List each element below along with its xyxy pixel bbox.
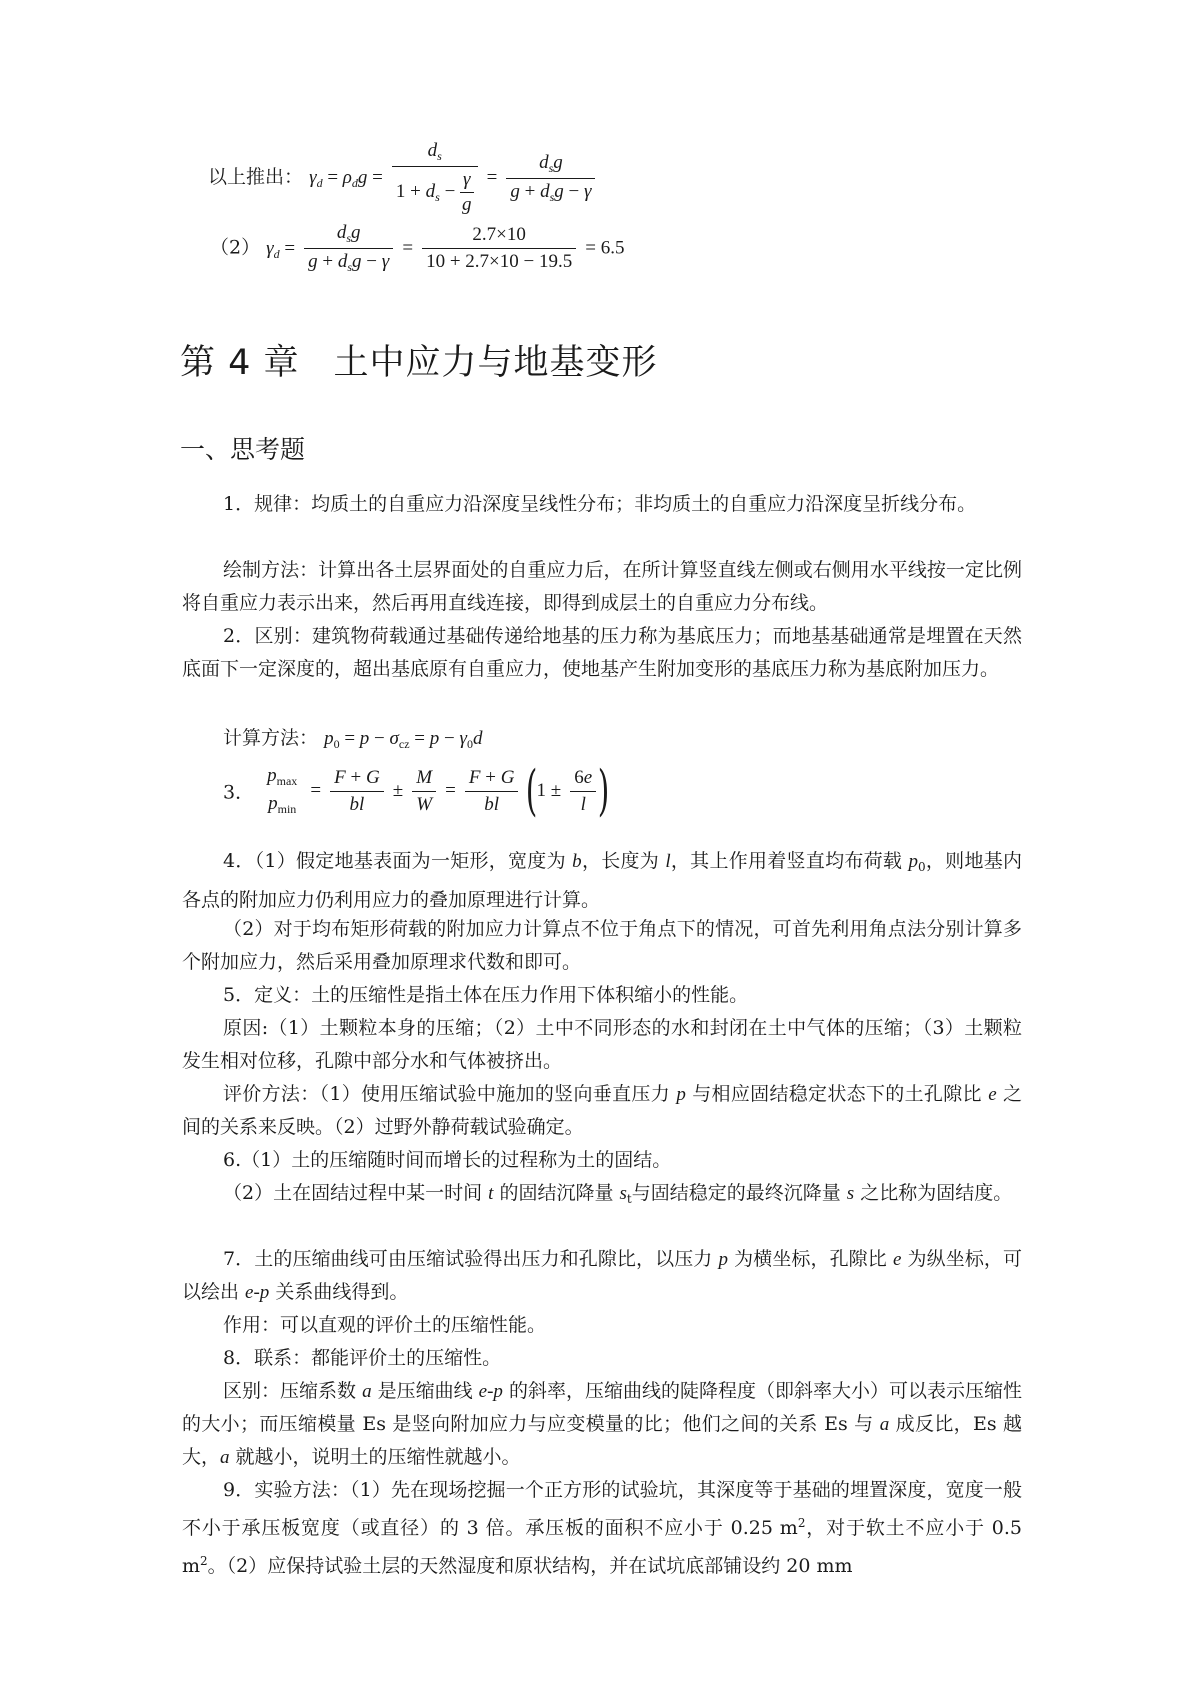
paragraph-q7-use: 作用：可以直观的评价土的压缩性能。	[223, 1314, 547, 1336]
formula-prefix: 以上推出：	[208, 166, 304, 188]
paragraph-q5-reason: 原因:（1）土颗粒本身的压缩；（2）土中不同形态的水和封闭在土中气体的压缩；（3）土颗粒发生相对位移，孔隙中部分水和气体被挤出。	[182, 1017, 1022, 1072]
paragraph-q5-definition: 5．定义：土的压缩性是指土体在压力作用下体积缩小的性能。	[223, 984, 749, 1006]
fraction-numerator: 2.7×10	[472, 224, 526, 245]
paragraph-q1-method: 绘制方法：计算出各土层界面处的自重应力后，在所计算竖直线左侧或右侧用水平线按一定比例将自重应力表示出来，然后再用直线连接，即得到成层土的自重应力分布线。	[182, 559, 1022, 614]
paragraph-q2: 2．区别：建筑物荷载通过基础传递给地基的压力称为基底压力；而地基基础通常是埋置在天然底面下一定深度的，超出基底原有自重应力，使地基产生附加变形的基底压力称为基底附加压力。	[182, 625, 1022, 680]
formula-result: = 6.5	[585, 237, 625, 259]
paragraph-q9: 9．实验方法：（1）先在现场挖掘一个正方形的试验坑，其深度等于基础的埋置深度，宽度一般不小于承压板宽度（或直径）的 3 倍。承压板的面积不应小于 0.25 $m^2$，对于软土不应小于 0.5 $m^2$。（2）应保持试验土层的天然湿度和原状结构，并在试坑底部铺设约 20 mm	[182, 1479, 1022, 1577]
formula-prefix: （2）	[210, 236, 261, 259]
formula-label: 3．	[223, 781, 255, 804]
paragraph-q8: 8．联系：都能评价土的压缩性。	[223, 1347, 502, 1369]
formula-pmax-pmin: 3． $p_{max}$ $p_{min}$ = $\frac{F + G}{bl}$ ± $\frac{M}{W}$ = $\frac{F + G}{bl}$ (1 ± $\frac{6e}{l}$ )	[223, 759, 610, 822]
formula-base-additional-pressure: 计算方法： $p_0 = p - \sigma_{cz} = p - \gamma_0d$	[223, 727, 483, 751]
fraction-denominator: 10 + 2.7×10 − 19.5	[422, 248, 576, 273]
section-heading: 一、思考题	[180, 435, 306, 464]
chapter-title: 土中应力与地基变形	[333, 343, 658, 383]
formula-gamma-d-result: （2） $\gamma_d$ = $\frac{d_sg}{g + d_sg - \gamma}$ = $\frac{2.7\times 10}{10 + 2.7\times 10 - 19.5}$ = 6.5	[210, 222, 625, 274]
paragraph-q5-evaluation: 评价方法：（1）使用压缩试验中施加的竖向垂直压力 p 与相应固结稳定状态下的土孔隙比 e 之间的关系来反映。（2）过野外静荷载试验确定。	[182, 1083, 1022, 1138]
chapter-number: 第 4 章	[180, 343, 300, 383]
paragraph-q1: 1．规律：均质土的自重应力沿深度呈线性分布；非均质土的自重应力沿深度呈折线分布。	[223, 493, 977, 515]
chapter-heading	[180, 335, 658, 385]
formula-gamma-d-derivation: 以上推出： $\gamma_d = \rho_dg$ = $d_s$ $1 + d_s$ − $\frac{\gamma}{g}$ = $\frac{d_sg}{g + d_sg - \gamma}$	[208, 140, 598, 216]
paragraph-q7: 7．土的压缩曲线可由压缩试验得出压力和孔隙比，以压力 p 为横坐标，孔隙比 e 为纵坐标，可以绘出 e-p 关系曲线得到。	[182, 1248, 1022, 1303]
paragraph-q8-difference: 区别：压缩系数 a 是压缩曲线 e-p 的斜率，压缩曲线的陡降程度（即斜率大小）可以表示压缩性的大小；而压缩模量 Es 是竖向附加应力与应变模量的比；他们之间的关系 Es 与 a 成反比，Es 越大，a 就越小，说明土的压缩性就越小。	[182, 1380, 1022, 1468]
paragraph-q6-part1: 6.（1）土的压缩随时间而增长的过程称为土的固结。	[223, 1149, 672, 1171]
formula-label: 计算方法：	[223, 727, 319, 749]
paragraph-q4-part1: 4．（1）假定地基表面为一矩形，宽度为 b，长度为 l，其上作用着竖直均布荷载 $p_0$，则地基内各点的附加应力仍利用应力的叠加原理进行计算。	[182, 850, 1023, 911]
paragraph-q6-part2: （2）土在固结过程中某一时间 t 的固结沉降量 $s_t$与固结稳定的最终沉降量 s 之比称为固结度。	[223, 1182, 1013, 1206]
paragraph-q4-part2: （2）对于均布矩形荷载的附加应力计算点不位于角点下的情况，可首先利用角点法分别计算多个附加应力，然后采用叠加原理求代数和即可。	[182, 918, 1022, 973]
